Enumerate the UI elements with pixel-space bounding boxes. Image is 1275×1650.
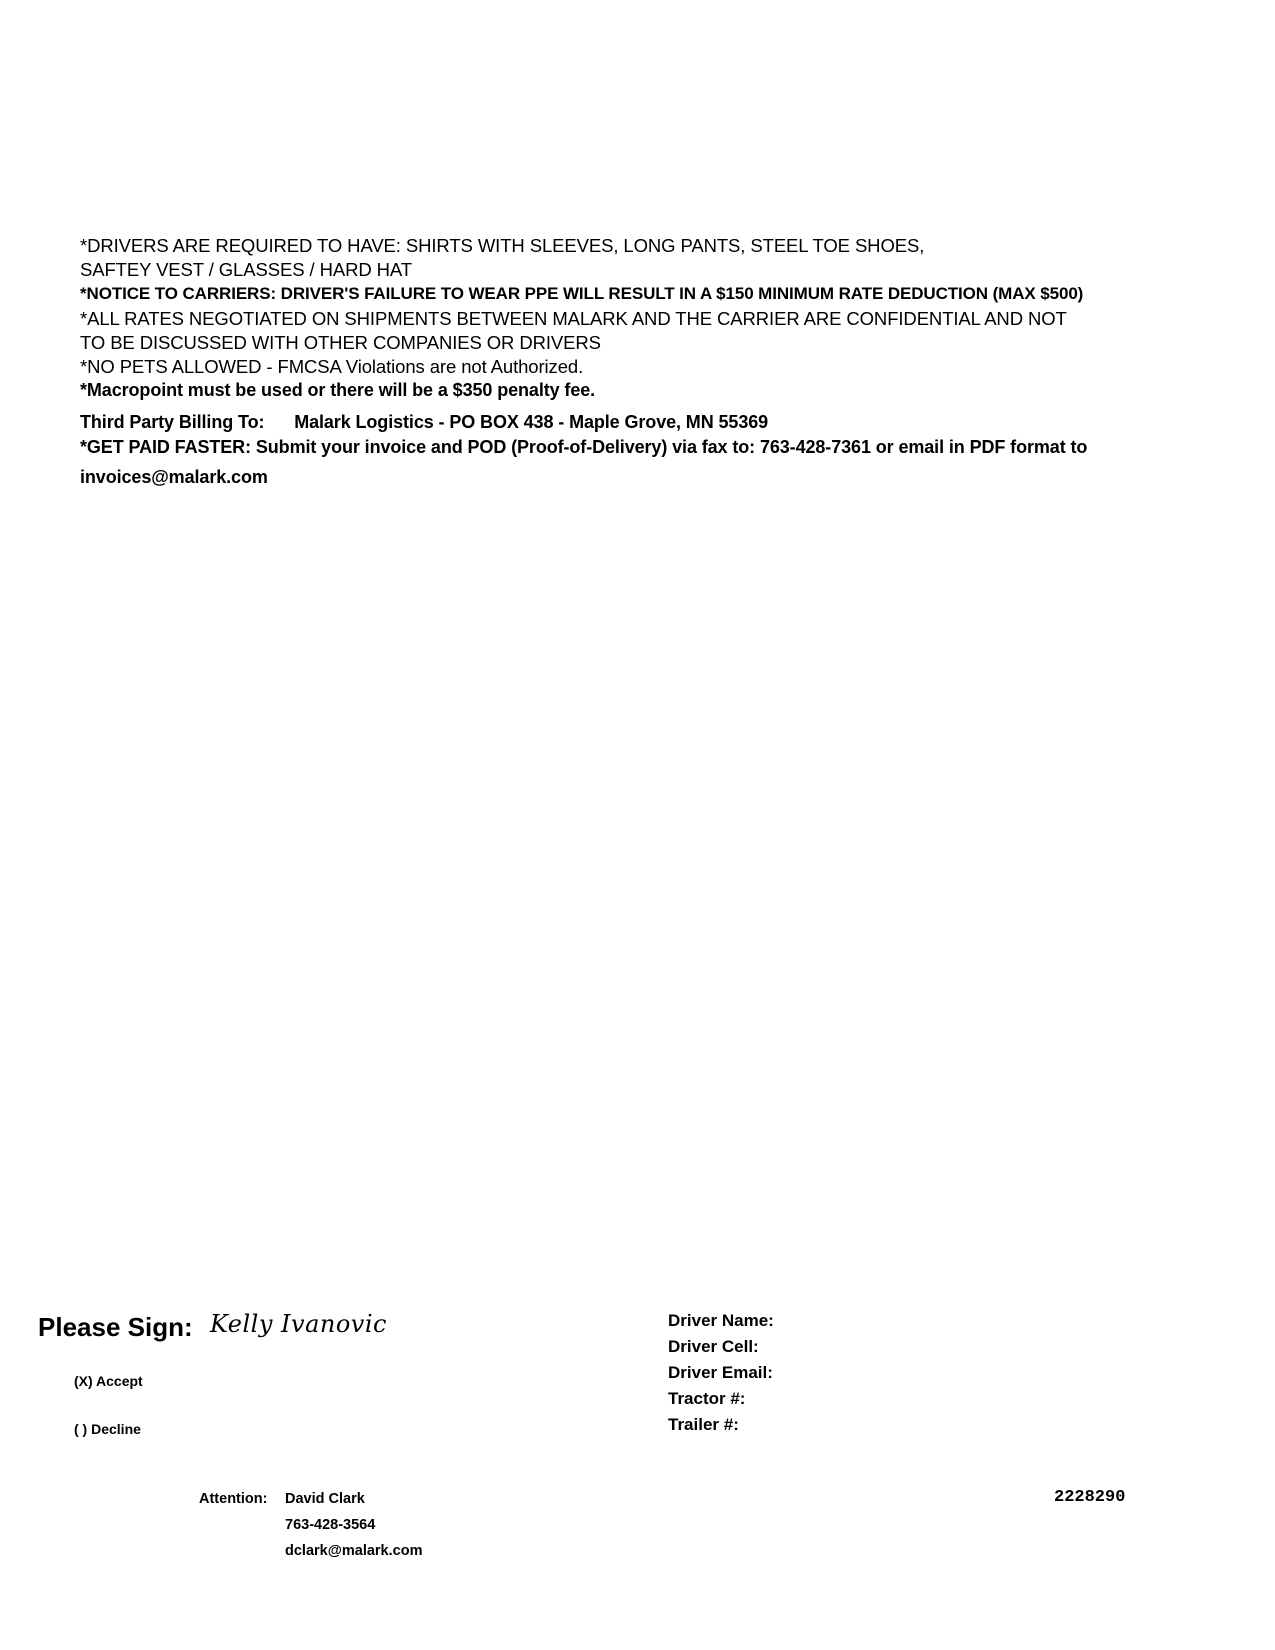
ppe-requirements-line-2: SAFTEY VEST / GLASSES / HARD HAT [80, 259, 412, 280]
ppe-requirements-line-1: *DRIVERS ARE REQUIRED TO HAVE: SHIRTS WITH SLEEVES, LONG PANTS, STEEL TOE SHOES, [80, 235, 925, 256]
accept-option[interactable]: (X) Accept [74, 1373, 143, 1389]
tractor-number-label: Tractor #: [668, 1389, 746, 1408]
no-pets-notice: *NO PETS ALLOWED - FMCSA Violations are not Authorized. [80, 356, 584, 377]
driver-email-label: Driver Email: [668, 1363, 773, 1382]
invoice-email: invoices@malark.com [80, 467, 268, 487]
billing-label: Third Party Billing To: [80, 412, 265, 432]
confidential-rates-line-1: *ALL RATES NEGOTIATED ON SHIPMENTS BETWEEN MALARK AND THE CARRIER ARE CONFIDENTIAL AND NOT [80, 308, 1067, 329]
signature: Kelly Ivanovic [210, 1310, 387, 1338]
third-party-billing [80, 412, 768, 433]
driver-name-label: Driver Name: [668, 1311, 774, 1330]
decline-option[interactable]: ( ) Decline [74, 1421, 141, 1437]
contact-phone: 763-428-3564 [285, 1517, 376, 1533]
contact-email: dclark@malark.com [285, 1543, 423, 1559]
attention-label: Attention: [199, 1491, 268, 1507]
get-paid-faster-line-1: *GET PAID FASTER: Submit your invoice and POD (Proof-of-Delivery) via fax to: 763-428-7361 or email in PDF format to [80, 437, 1088, 457]
trailer-number-label: Trailer #: [668, 1415, 739, 1434]
contact-name: David Clark [285, 1491, 365, 1507]
macropoint-notice: *Macropoint must be used or there will be a $350 penalty fee. [80, 380, 596, 400]
load-number: 2228290 [1054, 1488, 1126, 1507]
billing-address: Malark Logistics - PO BOX 438 - Maple Grove, MN 55369 [294, 412, 769, 432]
confidential-rates-line-2: TO BE DISCUSSED WITH OTHER COMPANIES OR DRIVERS [80, 332, 601, 353]
driver-cell-label: Driver Cell: [668, 1337, 759, 1356]
please-sign-label: Please Sign: [38, 1312, 193, 1342]
ppe-notice: *NOTICE TO CARRIERS: DRIVER'S FAILURE TO WEAR PPE WILL RESULT IN A $150 MINIMUM RATE DEDUCTION (MAX $500) [80, 284, 1084, 303]
